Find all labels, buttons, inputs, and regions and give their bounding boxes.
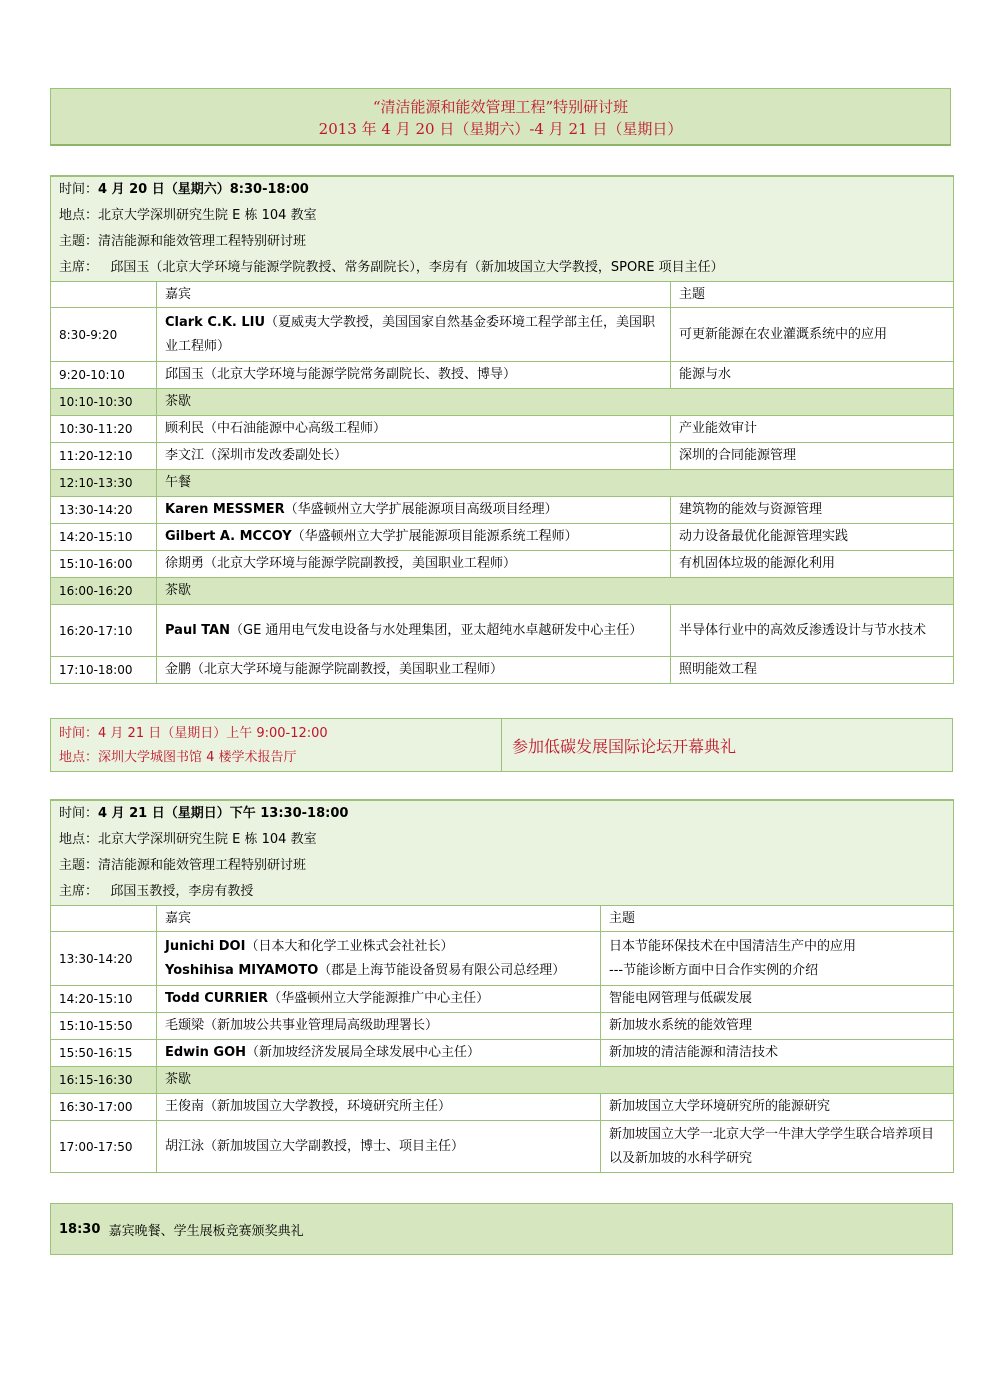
session2-time: 4 月 21 日（星期日）上午 9:00-12:00 [98, 726, 328, 741]
table-row [51, 1040, 954, 1067]
session3-time: 4 月 21 日（星期日）下午 13:30-18:00 [98, 806, 349, 821]
guest-desc: （郡是上海节能设备贸易有限公司总经理） [318, 962, 566, 978]
row-time: 15:50-16:15 [51, 1040, 157, 1067]
row-topic: 新加坡国立大学环境研究所的能源研究 [601, 1094, 954, 1121]
break-label: 午餐 [157, 470, 954, 497]
table-row [51, 1094, 954, 1121]
session1-host: 邱国玉（北京大学环境与能源学院教授、常务副院长），李房有（新加坡国立大学教授，SPORE 项目主任） [110, 260, 724, 275]
break-label: 茶歇 [157, 578, 954, 605]
col-guest-header: 嘉宾 [157, 906, 601, 932]
venue-label: 地点： [59, 750, 99, 765]
session1-topic-row [51, 229, 954, 255]
row-time: 16:00-16:20 [51, 578, 157, 605]
table-row [51, 362, 954, 389]
guest-name-en: Yoshihisa MIYAMOTO [165, 962, 319, 978]
guest-name-en: Clark C.K. LIU [165, 314, 266, 330]
session1-venue-row [51, 203, 954, 229]
row-topic: 建筑物的能效与资源管理 [671, 497, 954, 524]
break-label: 茶歇 [157, 1067, 954, 1094]
col-guest-header: 嘉宾 [157, 282, 671, 308]
row-time: 16:15-16:30 [51, 1067, 157, 1094]
row-time: 13:30-14:20 [51, 497, 157, 524]
session1-host-row [51, 255, 954, 282]
guest-desc: （日本大和化学工业株式会社社长） [245, 938, 454, 954]
session2-box [50, 718, 953, 772]
session2-event: 参加低碳发展国际论坛开幕典礼 [512, 736, 737, 756]
row-time: 9:20-10:10 [51, 362, 157, 389]
row-topic [601, 932, 954, 986]
guest-name-en: Edwin GOH [165, 1045, 247, 1060]
row-guest [157, 497, 671, 524]
host-label: 主席： [59, 260, 99, 275]
session3-topic-row [51, 853, 954, 879]
guest-desc: （华盛顿州立大学扩展能源项目高级项目经理） [284, 502, 558, 517]
table-row [51, 524, 954, 551]
table-row [51, 443, 954, 470]
row-topic: 有机固体垃圾的能源化利用 [671, 551, 954, 578]
row-guest: 顾利民（中石油能源中心高级工程师） [157, 416, 671, 443]
guest-name-en: Karen MESSMER [165, 502, 285, 517]
row-topic: 半导体行业中的高效反渗透设计与节水技术 [671, 605, 954, 657]
break-row [51, 470, 954, 497]
row-guest [157, 1040, 601, 1067]
guest-name-en: Gilbert A. MCCOY [165, 529, 292, 544]
session1-header-row [51, 282, 954, 308]
break-row [51, 1067, 954, 1094]
row-guest [157, 932, 601, 986]
session3-host-row [51, 879, 954, 906]
guest-name-en: Paul TAN [165, 622, 230, 638]
session1-topic: 清洁能源和能效管理工程特别研讨班 [98, 234, 307, 249]
dinner-time: 18:30 [59, 1221, 101, 1237]
row-guest: 胡江泳（新加坡国立大学副教授，博士、项目主任） [157, 1121, 601, 1173]
topic-label: 主题： [59, 234, 99, 249]
session1-time-row [51, 176, 954, 203]
program-dates: 2013 年 4 月 20 日（星期六）-4 月 21 日（星期日） [318, 120, 683, 138]
row-guest: 李文江（深圳市发改委副处长） [157, 443, 671, 470]
row-topic: 新加坡水系统的能效管理 [601, 1013, 954, 1040]
row-time: 16:20-17:10 [51, 605, 157, 657]
venue-label: 地点： [59, 832, 99, 847]
time-label: 时间： [59, 182, 99, 197]
row-time: 10:30-11:20 [51, 416, 157, 443]
session3-venue: 北京大学深圳研究生院 E 栋 104 教室 [98, 832, 317, 847]
row-guest: 徐期勇（北京大学环境与能源学院副教授，美国职业工程师） [157, 551, 671, 578]
row-time: 12:10-13:30 [51, 470, 157, 497]
table-row [51, 986, 954, 1013]
venue-label: 地点： [59, 208, 99, 223]
row-time: 15:10-15:50 [51, 1013, 157, 1040]
table-row [51, 932, 954, 986]
session1-venue: 北京大学深圳研究生院 E 栋 104 教室 [98, 208, 317, 223]
row-time: 16:30-17:00 [51, 1094, 157, 1121]
row-time: 14:20-15:10 [51, 986, 157, 1013]
guest-desc: （新加坡经济发展局全球发展中心主任） [246, 1045, 481, 1060]
break-label: 茶歇 [157, 389, 954, 416]
row-topic: 可更新能源在农业灌溉系统中的应用 [671, 308, 954, 362]
session3-time-row [51, 800, 954, 827]
row-topic: 智能电网管理与低碳发展 [601, 986, 954, 1013]
guest-desc: （华盛顿州立大学扩展能源项目能源系统工程师） [291, 529, 578, 544]
row-guest [157, 308, 671, 362]
row-topic: 能源与水 [671, 362, 954, 389]
session2-venue: 深圳大学城图书馆 4 楼学术报告厅 [98, 750, 297, 765]
row-time: 11:20-12:10 [51, 443, 157, 470]
row-topic: 动力设备最优化能源管理实践 [671, 524, 954, 551]
row-time: 13:30-14:20 [51, 932, 157, 986]
guest-name-en: Todd CURRIER [165, 991, 269, 1006]
row-guest: 毛颋梁（新加坡公共事业管理局高级助理署长） [157, 1013, 601, 1040]
session3-host: 邱国玉教授，李房有教授 [110, 884, 254, 899]
time-label: 时间： [59, 726, 99, 741]
guest-desc: （华盛顿州立大学能源推广中心主任） [268, 991, 490, 1006]
table-row [51, 416, 954, 443]
dinner-text: 嘉宾晚餐、学生展板竞赛颁奖典礼 [108, 1223, 304, 1239]
session2-info [51, 719, 502, 771]
col-topic-header: 主题 [671, 282, 954, 308]
row-time: 10:10-10:30 [51, 389, 157, 416]
topic-line: ---节能诊断方面中日合作实例的介绍 [609, 962, 819, 978]
row-time: 17:00-17:50 [51, 1121, 157, 1173]
row-topic: 新加坡的清洁能源和清洁技术 [601, 1040, 954, 1067]
topic-line: 日本节能环保技术在中国清洁生产中的应用 [609, 938, 857, 954]
row-time: 15:10-16:00 [51, 551, 157, 578]
row-topic: 新加坡国立大学一北京大学一牛津大学学生联合培养项目以及新加坡的水科学研究 [601, 1121, 954, 1173]
topic-label: 主题： [59, 858, 99, 873]
row-time: 8:30-9:20 [51, 308, 157, 362]
row-topic: 产业能效审计 [671, 416, 954, 443]
table-row [51, 1121, 954, 1173]
row-guest [157, 605, 671, 657]
row-guest [157, 524, 671, 551]
table-row [51, 657, 954, 684]
row-guest [157, 986, 601, 1013]
guest-desc: （GE 通用电气发电设备与水处理集团，亚太超纯水卓越研发中心主任） [230, 622, 643, 638]
row-guest: 邱国玉（北京大学环境与能源学院常务副院长、教授、博导） [157, 362, 671, 389]
host-label: 主席： [59, 884, 99, 899]
row-time: 17:10-18:00 [51, 657, 157, 684]
table-row [51, 308, 954, 362]
session3-table [50, 799, 954, 1173]
session3-header-row [51, 906, 954, 932]
row-time: 14:20-15:10 [51, 524, 157, 551]
row-guest: 王俊南（新加坡国立大学教授，环境研究所主任） [157, 1094, 601, 1121]
session1-table [50, 175, 954, 684]
table-row [51, 1013, 954, 1040]
table-row [51, 497, 954, 524]
table-row [51, 605, 954, 657]
break-row [51, 389, 954, 416]
dinner-box [50, 1203, 953, 1255]
row-topic: 照明能效工程 [671, 657, 954, 684]
session1-time: 4 月 20 日（星期六）8:30-18:00 [98, 182, 309, 197]
program-title: “清洁能源和能效管理工程”特别研讨班 [372, 98, 629, 116]
guest-name-en: Junichi DOI [165, 938, 246, 954]
table-row [51, 551, 954, 578]
row-guest: 金鹏（北京大学环境与能源学院副教授，美国职业工程师） [157, 657, 671, 684]
program-title-box [50, 88, 951, 146]
time-label: 时间： [59, 806, 99, 821]
session3-topic: 清洁能源和能效管理工程特别研讨班 [98, 858, 307, 873]
row-topic: 深圳的合同能源管理 [671, 443, 954, 470]
break-row [51, 578, 954, 605]
guest-desc: （夏威夷大学教授，美国国家自然基金委环境工程学部主任，美国职业工程师） [165, 314, 656, 354]
session3-venue-row [51, 827, 954, 853]
col-topic-header: 主题 [601, 906, 954, 932]
